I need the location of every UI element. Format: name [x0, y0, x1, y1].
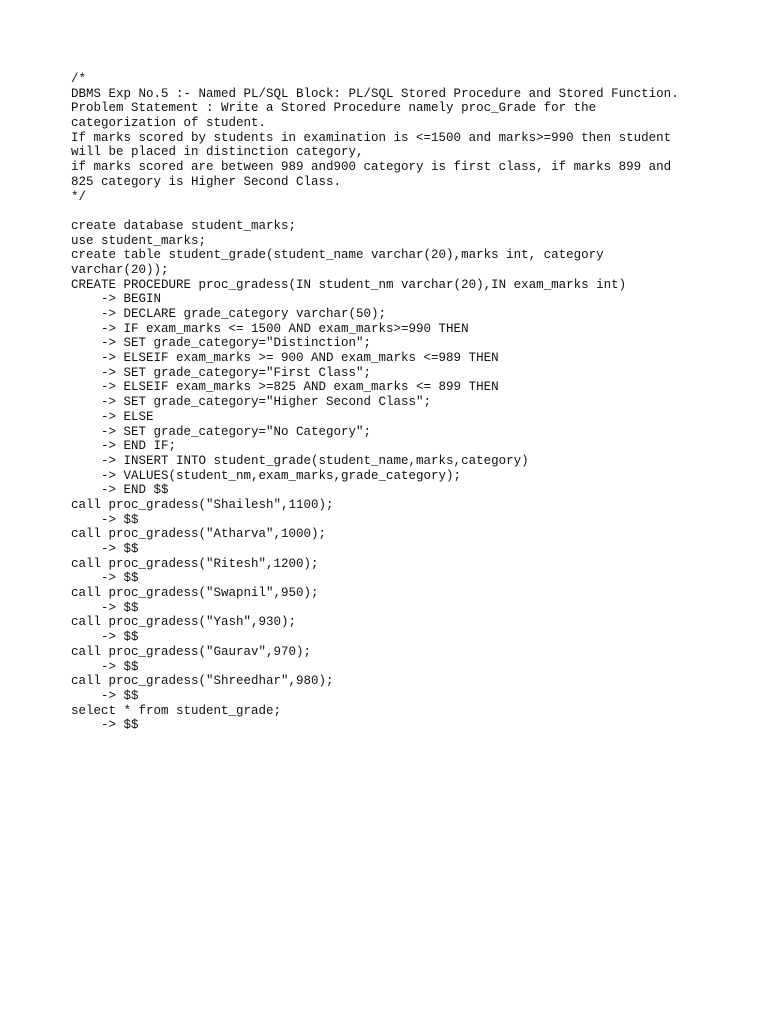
text-line: call proc_gradess("Gaurav",970); [71, 644, 312, 659]
text-line: -> $$ [71, 688, 139, 703]
text-line: select * from student_grade; [71, 703, 282, 718]
text-line: Problem Statement : Write a Stored Procedure namely proc_Grade for the [71, 101, 597, 116]
text-line: -> ELSEIF exam_marks >= 900 AND exam_marks <=989 THEN [71, 351, 499, 366]
text-line: call proc_gradess("Shreedhar",980); [71, 674, 334, 689]
text-line: -> BEGIN [71, 292, 162, 307]
text-line: -> $$ [71, 600, 139, 615]
text-line: */ [71, 189, 87, 204]
text-line: create database student_marks; [71, 218, 297, 233]
text-line: -> IF exam_marks <= 1500 AND exam_marks>=990 THEN [71, 321, 469, 336]
text-line: DBMS Exp No.5 :- Named PL/SQL Block: PL/SQL Stored Procedure and Stored Function. [71, 86, 679, 101]
text-line: /* [71, 72, 87, 86]
text-line: -> INSERT INTO student_grade(student_name,marks,category) [71, 453, 529, 468]
text-line: call proc_gradess("Yash",930); [71, 615, 297, 630]
text-line: -> $$ [71, 630, 139, 645]
text-line: -> ELSE [71, 409, 154, 424]
text-line: -> VALUES(student_nm,exam_marks,grade_category); [71, 468, 462, 483]
text-line: -> $$ [71, 718, 139, 733]
text-line: -> SET grade_category="Distinction"; [71, 336, 372, 351]
text-line: -> SET grade_category="No Category"; [71, 424, 372, 439]
text-line: categorization of student. [71, 116, 267, 131]
text-line: -> END IF; [71, 439, 177, 454]
text-line: -> $$ [71, 512, 139, 527]
text-line: call proc_gradess("Ritesh",1200); [71, 556, 319, 571]
text-line: -> SET grade_category="Higher Second Class"; [71, 395, 432, 410]
text-line: create table student_grade(student_name varchar(20),marks int, category [71, 248, 604, 263]
text-line: -> SET grade_category="First Class"; [71, 365, 372, 380]
text-line: -> END $$ [71, 483, 169, 498]
text-line: -> ELSEIF exam_marks >=825 AND exam_marks <= 899 THEN [71, 380, 499, 395]
text-line: If marks scored by students in examination is <=1500 and marks>=990 then student [71, 130, 672, 145]
text-line: -> $$ [71, 542, 139, 556]
text-line: varchar(20)); [71, 262, 169, 277]
text-line: 825 category is Higher Second Class. [71, 174, 342, 189]
text-line: will be placed in distinction category, [71, 145, 364, 160]
text-line: call proc_gradess("Shailesh",1100); [71, 497, 334, 512]
text-line: call proc_gradess("Atharva",1000); [71, 527, 327, 542]
text-line: -> $$ [71, 571, 139, 586]
text-line: call proc_gradess("Swapnil",950); [71, 586, 319, 601]
text-line: CREATE PROCEDURE proc_gradess(IN student_nm varchar(20),IN exam_marks int) [71, 277, 627, 292]
text-line: if marks scored are between 989 and900 category is first class, if marks 899 and [71, 160, 672, 175]
blank-line [71, 204, 711, 219]
document-page [71, 72, 711, 733]
text-line: use student_marks; [71, 233, 207, 248]
text-line: -> $$ [71, 659, 139, 674]
text-line: -> DECLARE grade_category varchar(50); [71, 307, 387, 321]
